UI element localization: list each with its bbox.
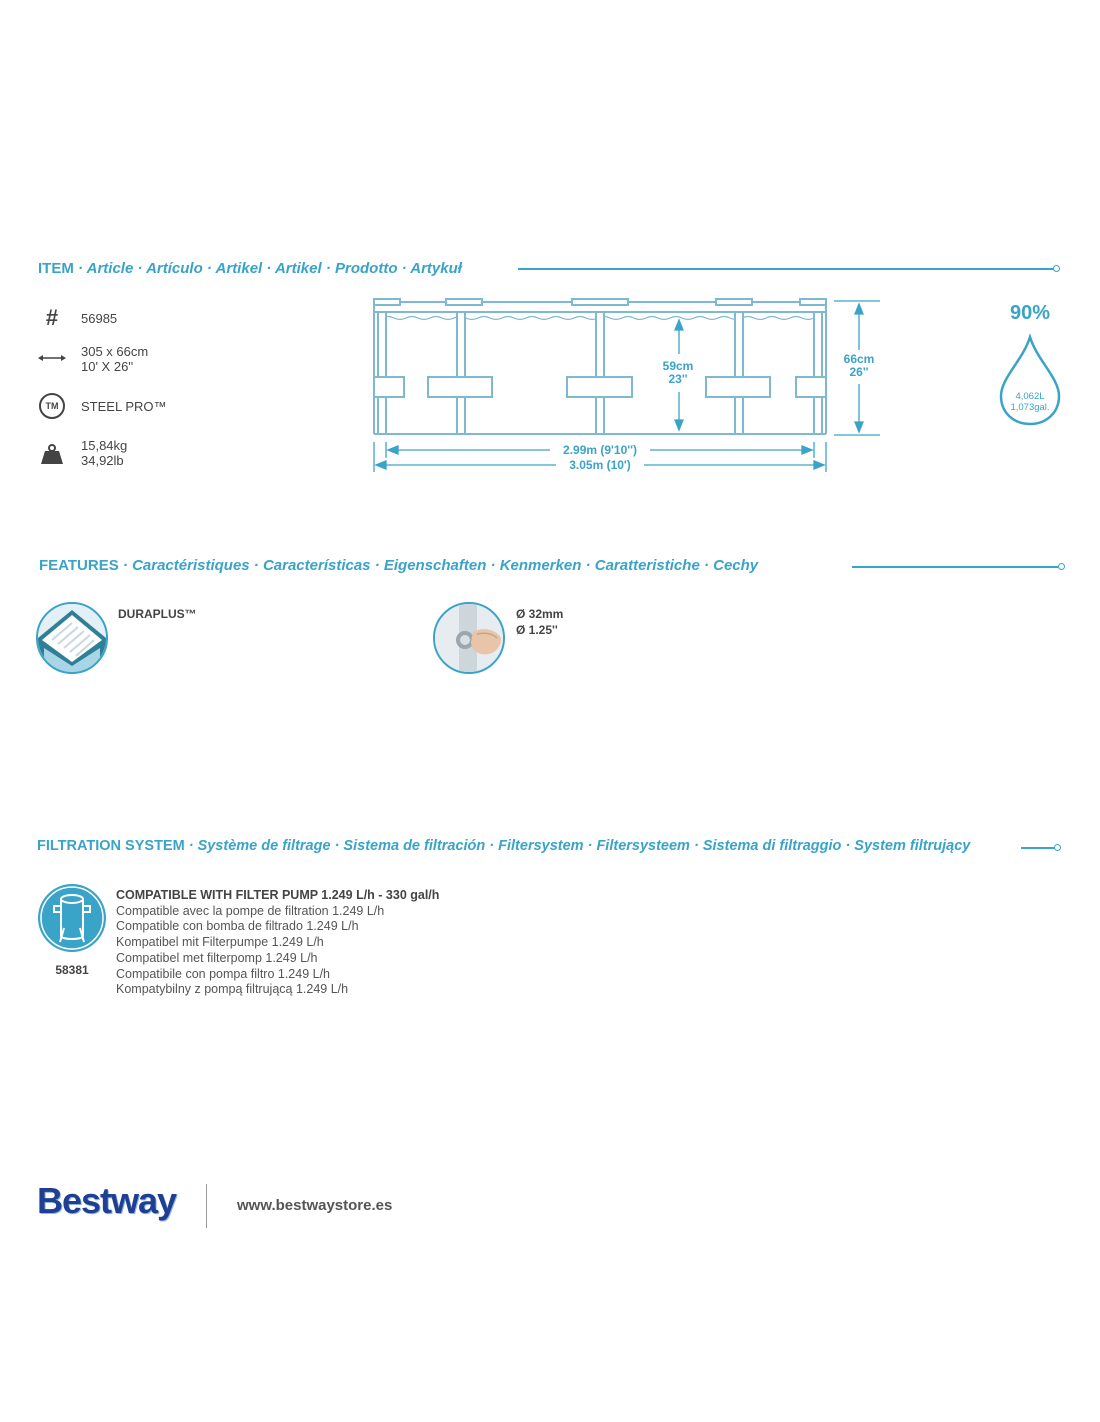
item-heading: ITEM (38, 259, 74, 277)
filtration-compatibility-text (116, 888, 439, 998)
pump-model-number: 58381 (55, 963, 89, 977)
compat-line-fr: Compatible avec la pompe de filtration 1.249 L/h (116, 903, 385, 918)
water-drop-icon (997, 334, 1063, 428)
pool-height-label (836, 353, 882, 379)
features-section-header (39, 553, 758, 577)
pool-height-in: 26'' (849, 365, 869, 379)
weight-icon (36, 440, 68, 468)
hose-diameter-text (516, 606, 563, 638)
features-heading-translations: · Caractéristiques · Características · Eigenschaften · Kenmerken · Caratteristiche · Cechy (122, 556, 759, 574)
dimensions-text (81, 344, 148, 374)
size-metric: 305 x 66cm (81, 344, 149, 359)
compat-line-nl: Compatibel met filterpomp 1.249 L/h (116, 950, 318, 965)
item-divider-dot (1053, 265, 1060, 272)
features-heading: FEATURES (39, 556, 119, 574)
water-depth-label (654, 360, 702, 386)
compat-line-de: Kompatibel mit Filterpumpe 1.249 L/h (116, 935, 324, 950)
weight-lb: 34,92lb (81, 453, 124, 468)
filter-pump-icon (38, 884, 106, 952)
compat-line-it: Compatibile con pompa filtro 1.249 L/h (116, 966, 331, 981)
hose-connector-icon (433, 602, 505, 674)
features-divider-dot (1058, 563, 1065, 570)
hose-diameter-mm: Ø 32mm (516, 607, 564, 621)
fill-volume (997, 391, 1063, 413)
compat-line-en: COMPATIBLE WITH FILTER PUMP 1.249 L/h - 330 gal/h (116, 888, 440, 902)
trademark-icon: TM (36, 392, 68, 420)
website-link[interactable]: www.bestwaystore.es (237, 1197, 393, 1214)
bestway-logo: Bestway (37, 1180, 177, 1221)
weight-text (81, 438, 127, 468)
item-divider (518, 268, 1054, 270)
filtration-heading: FILTRATION SYSTEM (37, 838, 185, 854)
water-depth-cm: 59cm (662, 359, 694, 373)
item-section-header (38, 256, 462, 280)
duraplus-material-icon (36, 602, 108, 674)
model-number: 56985 (81, 311, 118, 326)
filtration-divider-dot (1054, 844, 1061, 851)
footer-divider (206, 1184, 207, 1228)
item-heading-translations: · Article · Artículo · Artikel · Artikel · Prodotto · Artykuł (78, 259, 462, 277)
pool-height-cm: 66cm (843, 352, 875, 366)
weight-kg: 15,84kg (81, 438, 128, 453)
size-imperial: 10' X 26'' (81, 359, 134, 374)
outer-width-label: 3.05m (10') (569, 458, 631, 472)
hose-diameter-in: Ø 1.25'' (516, 623, 558, 637)
compat-line-es: Compatible con bomba de filtrado 1.249 L/h (116, 919, 359, 934)
fill-liters: 4,062L (1015, 391, 1045, 402)
frame-type: STEEL PRO™ (81, 399, 167, 414)
features-divider (852, 566, 1058, 568)
water-depth-in: 23'' (668, 372, 688, 386)
filtration-heading-translations: · Système de filtrage · Sistema de filtración · Filtersystem · Filtersysteem · Sistema di filtraggio · System filtrujący (188, 838, 971, 854)
fill-percent: 90% (1009, 302, 1051, 324)
duraplus-label: DURAPLUS™ (118, 607, 197, 621)
dimensions-arrow-icon (36, 344, 68, 372)
filtration-divider (1021, 847, 1055, 849)
fill-gallons: 1,073gal. (1010, 402, 1050, 413)
filtration-section-header (37, 834, 970, 858)
inner-width-label: 2.99m (9'10'') (563, 443, 637, 457)
compat-line-pl: Kompatybilny z pompą filtrującą 1.249 L/h (116, 982, 349, 997)
hash-icon: # (45, 305, 59, 330)
